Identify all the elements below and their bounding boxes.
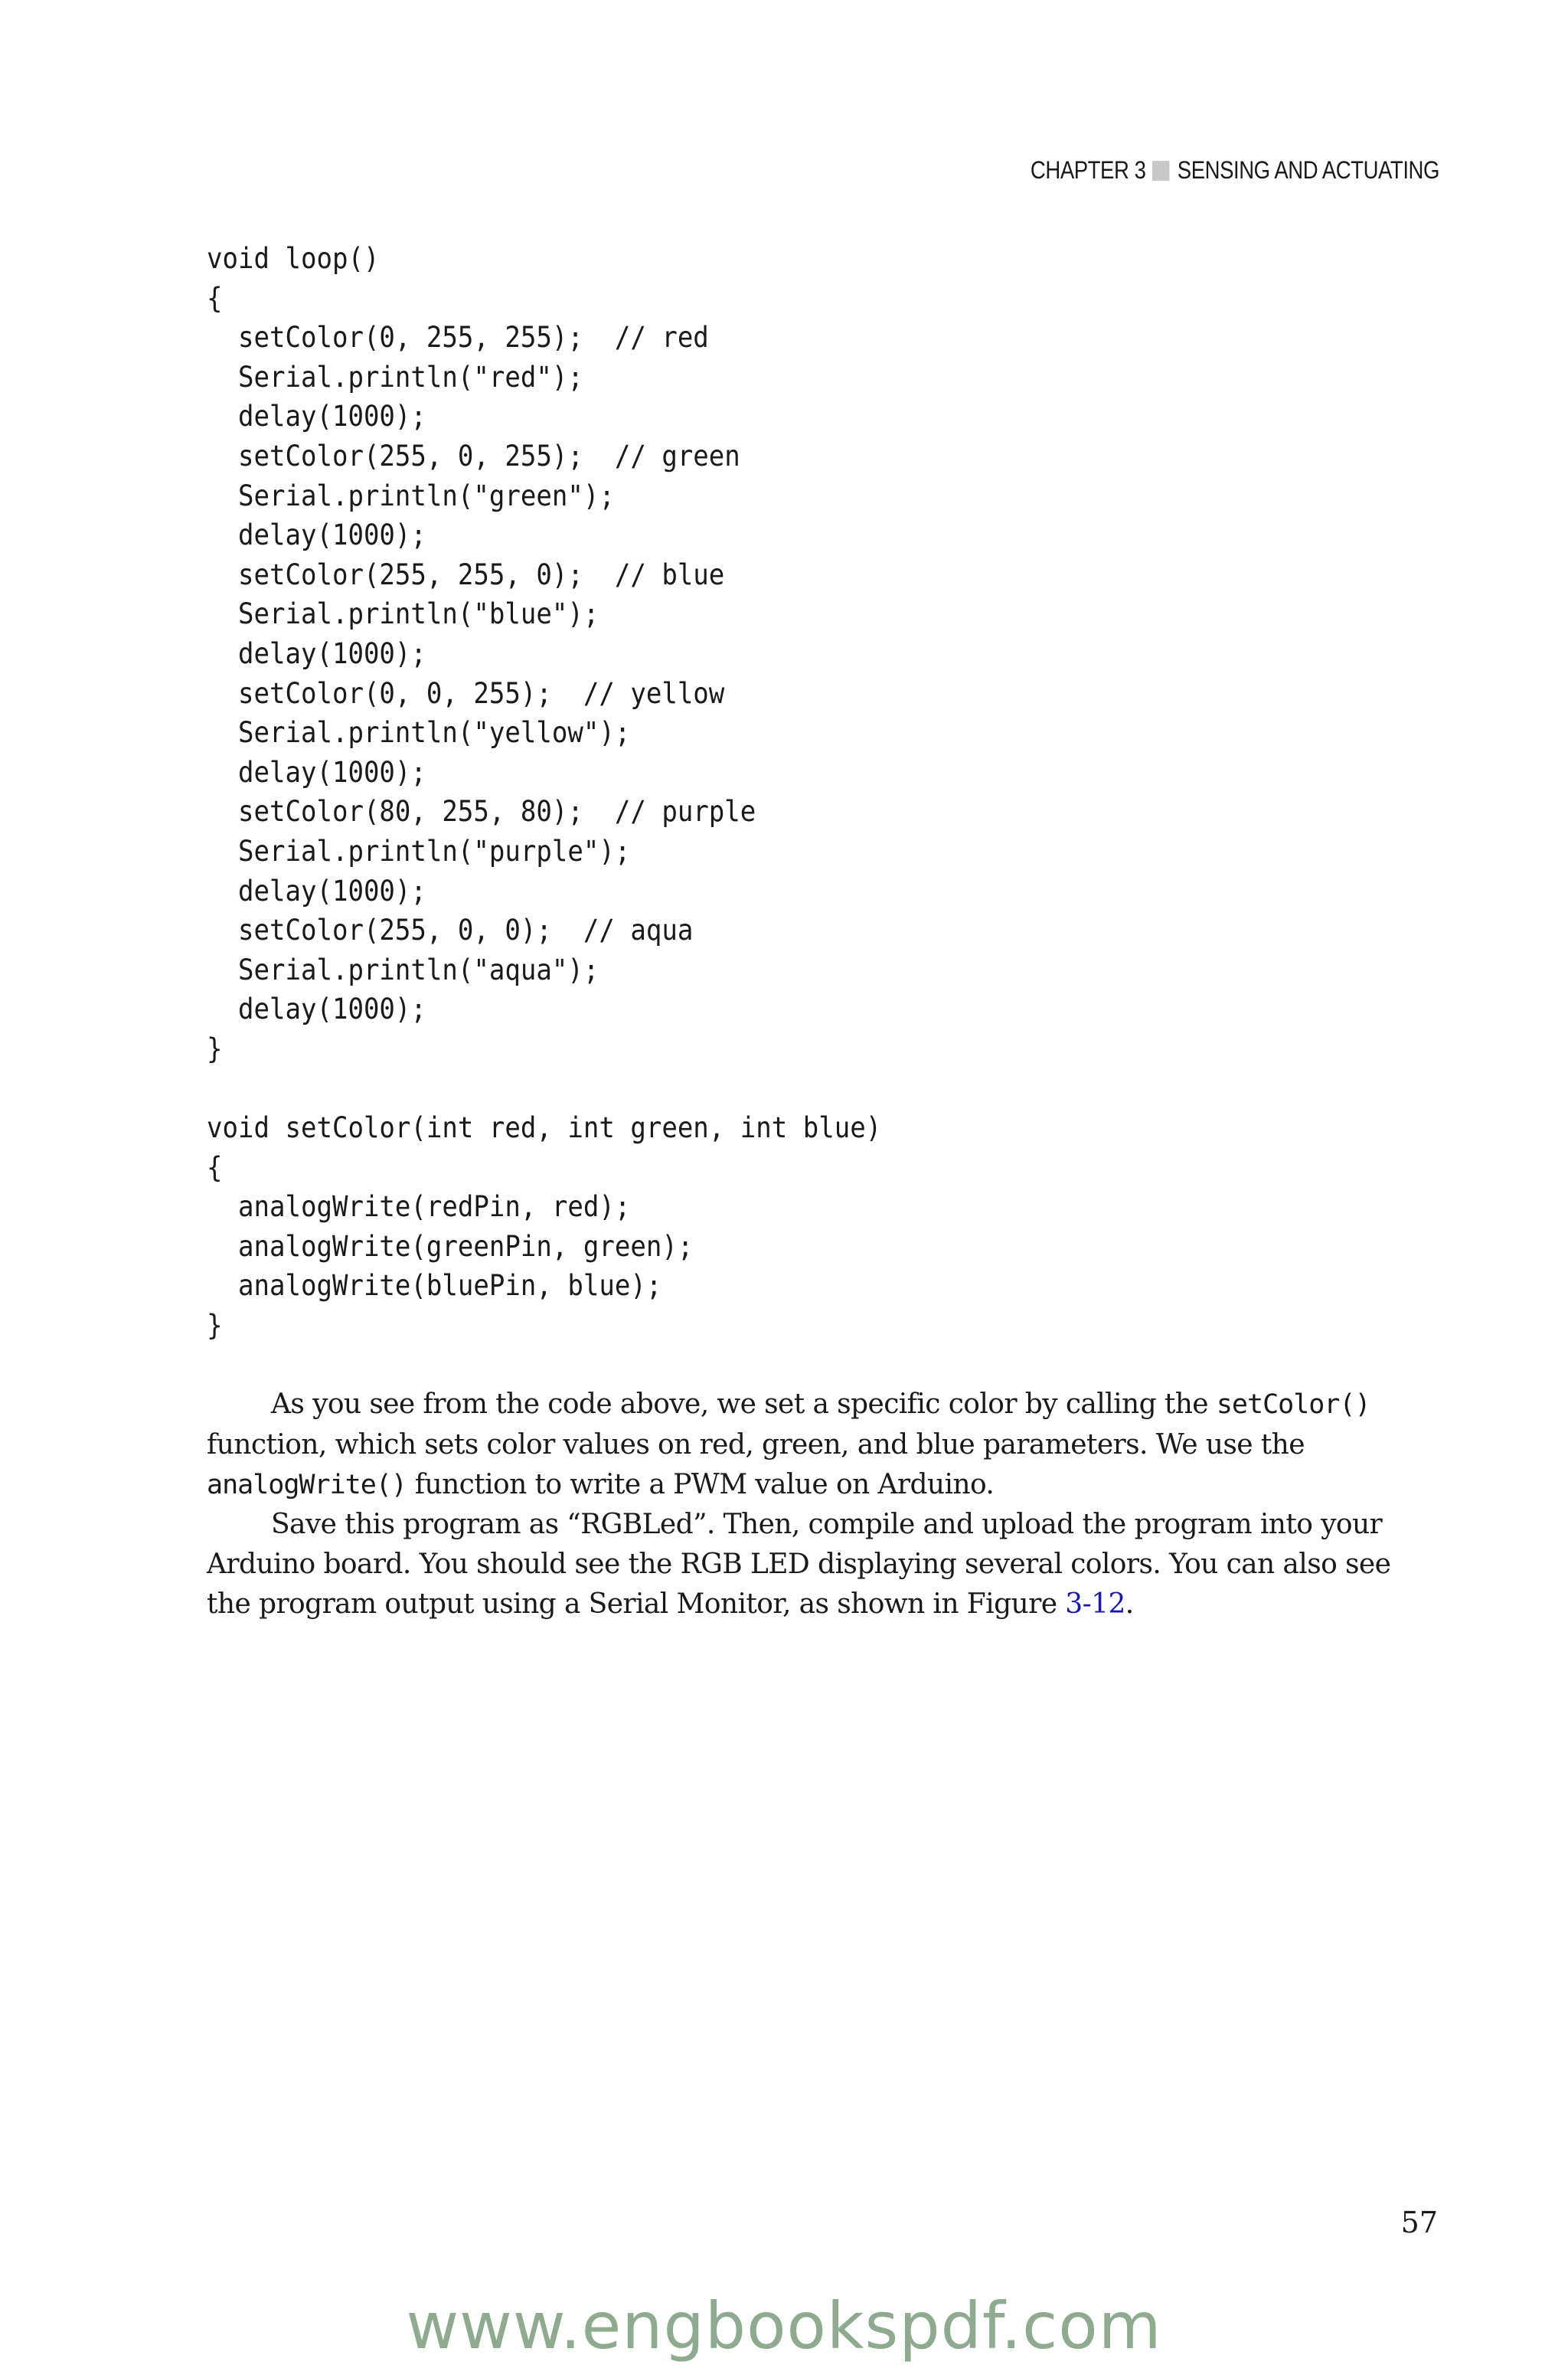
- inline-code-setcolor: setColor(): [1216, 1389, 1370, 1420]
- code-line: analogWrite(greenPin, green);: [207, 1229, 694, 1263]
- header-square-icon: [1152, 161, 1169, 181]
- page-number: 57: [1400, 2206, 1438, 2239]
- code-line: delay(1000);: [207, 755, 426, 789]
- running-head: [1031, 156, 1439, 185]
- code-line: delay(1000);: [207, 636, 426, 670]
- code-line-blank: [207, 1068, 881, 1108]
- code-line: setColor(255, 0, 255); // green: [207, 439, 740, 473]
- paragraph-text: function, which sets color values on red, green, and blue parameters. We use the: [207, 1428, 1305, 1460]
- inline-code-analogwrite: analogWrite(): [207, 1469, 407, 1500]
- paragraph-text: function to write a PWM value on Arduino.: [406, 1468, 995, 1500]
- paragraph-setcolor: [207, 1385, 1406, 1505]
- code-line: Serial.println("yellow");: [207, 716, 631, 750]
- paragraph-save-program: [207, 1505, 1406, 1624]
- chapter-title: SENSING AND ACTUATING: [1177, 156, 1439, 184]
- code-line: }: [207, 1032, 223, 1065]
- code-line: void loop(): [207, 242, 380, 275]
- code-line: {: [207, 1150, 223, 1184]
- code-line: analogWrite(bluePin, blue);: [207, 1269, 662, 1303]
- code-line: delay(1000);: [207, 400, 426, 433]
- watermark: www.engbookspdf.com: [406, 2288, 1162, 2363]
- code-listing: [207, 239, 881, 1346]
- code-line: Serial.println("green");: [207, 479, 615, 512]
- code-line: delay(1000);: [207, 993, 426, 1026]
- code-line: }: [207, 1309, 223, 1343]
- chapter-label: CHAPTER 3: [1030, 156, 1146, 184]
- code-line: Serial.println("purple");: [207, 834, 631, 868]
- figure-link[interactable]: 3-12: [1065, 1588, 1125, 1620]
- code-line: Serial.println("aqua");: [207, 953, 599, 986]
- code-line: Serial.println("blue");: [207, 597, 599, 631]
- body-text: [207, 1385, 1406, 1624]
- code-line: setColor(0, 255, 255); // red: [207, 321, 709, 355]
- code-line: setColor(255, 0, 0); // aqua: [207, 914, 694, 947]
- paragraph-text: As you see from the code above, we set a specific color by calling the: [271, 1389, 1217, 1420]
- paragraph-text: .: [1125, 1588, 1134, 1620]
- paragraph-text: Save this program as “RGBLed”. Then, compile and upload the program into your Arduino board. You should see the RGB LED displaying several colors. You can also see the program output using a Serial Monitor, as shown in Figure: [207, 1509, 1391, 1620]
- code-line: setColor(255, 255, 0); // blue: [207, 558, 725, 591]
- code-line: setColor(0, 0, 255); // yellow: [207, 676, 725, 710]
- code-line: {: [207, 281, 223, 315]
- code-line: analogWrite(redPin, red);: [207, 1190, 631, 1224]
- code-line: void setColor(int red, int green, int blue): [207, 1111, 882, 1145]
- code-line: Serial.println("red");: [207, 360, 583, 394]
- code-line: delay(1000);: [207, 874, 426, 908]
- code-line: setColor(80, 255, 80); // purple: [207, 795, 756, 829]
- code-line: delay(1000);: [207, 518, 426, 552]
